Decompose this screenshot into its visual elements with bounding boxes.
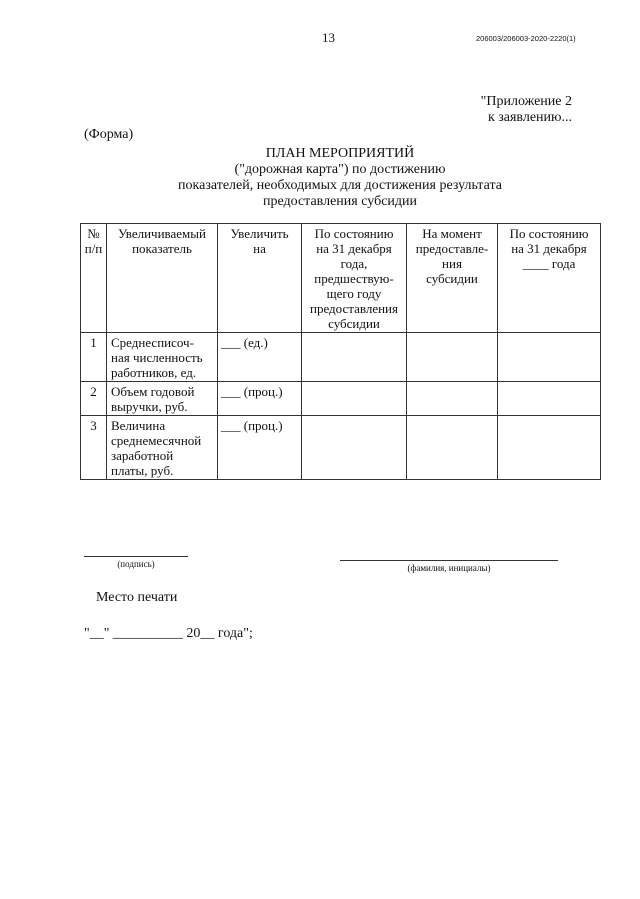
indicator-text: среднемесячной bbox=[111, 433, 202, 448]
row-number: 3 bbox=[81, 416, 107, 480]
form-label: (Форма) bbox=[84, 127, 134, 142]
header-number bbox=[81, 224, 107, 333]
header-indicator bbox=[107, 224, 218, 333]
header-text: На момент bbox=[422, 226, 482, 241]
header-text: п/п bbox=[84, 241, 103, 256]
cell-year-end bbox=[498, 416, 601, 480]
signature-caption: (подпись) bbox=[117, 559, 155, 569]
document-id: 206003/206003-2020-2220(1) bbox=[476, 34, 576, 43]
header-text: показатель bbox=[132, 241, 192, 256]
indicator-text: работников, ед. bbox=[111, 365, 197, 380]
cell-moment bbox=[407, 416, 498, 480]
header-text: субсидии bbox=[426, 271, 478, 286]
header-text: на 31 декабря bbox=[316, 241, 392, 256]
table-row bbox=[81, 382, 601, 416]
row-indicator bbox=[107, 416, 218, 480]
header-text: на bbox=[253, 241, 266, 256]
indicator-text: выручки, руб. bbox=[111, 399, 188, 414]
header-text: По состоянию bbox=[509, 226, 589, 241]
title-line-4: предоставления субсидии bbox=[262, 194, 418, 209]
cell-moment bbox=[407, 382, 498, 416]
header-increase bbox=[218, 224, 302, 333]
row-number: 1 bbox=[81, 333, 107, 382]
indicator-text: Объем годовой bbox=[111, 384, 195, 399]
table-header-row bbox=[81, 224, 601, 333]
plan-table bbox=[80, 223, 601, 480]
name-line bbox=[340, 560, 558, 561]
title-line-3: показателей, необходимых для достижения результата bbox=[178, 178, 502, 193]
header-text: года, bbox=[340, 256, 368, 271]
appendix-note bbox=[481, 94, 572, 126]
appendix-line-1: "Приложение 2 bbox=[480, 94, 572, 109]
header-moment bbox=[407, 224, 498, 333]
table-row bbox=[81, 333, 601, 382]
header-previous-year bbox=[302, 224, 407, 333]
header-text: на 31 декабря bbox=[511, 241, 587, 256]
row-number: 2 bbox=[81, 382, 107, 416]
header-text: ния bbox=[442, 256, 462, 271]
row-indicator bbox=[107, 382, 218, 416]
row-increase: ___ (ед.) bbox=[218, 333, 302, 382]
cell-previous-year bbox=[302, 382, 407, 416]
cell-year-end bbox=[498, 333, 601, 382]
row-indicator bbox=[107, 333, 218, 382]
date-line: "__" __________ 20__ года"; bbox=[84, 626, 253, 641]
header-text: Увеличить bbox=[230, 226, 289, 241]
title-line-2: ("дорожная карта") по достижению bbox=[234, 162, 446, 177]
page-number: 13 bbox=[322, 30, 335, 45]
name-caption: (фамилия, инициалы) bbox=[407, 563, 491, 573]
cell-year-end bbox=[498, 382, 601, 416]
title-line-1: ПЛАН МЕРОПРИЯТИЙ bbox=[265, 146, 415, 161]
appendix-line-2: к заявлению... bbox=[487, 110, 572, 125]
header-text: Увеличиваемый bbox=[118, 226, 206, 241]
cell-moment bbox=[407, 333, 498, 382]
indicator-text: ная численность bbox=[111, 350, 203, 365]
header-text: ____ года bbox=[522, 256, 576, 271]
stamp-place-label: Место печати bbox=[96, 590, 178, 605]
header-year-end bbox=[498, 224, 601, 333]
indicator-text: Величина bbox=[111, 418, 166, 433]
cell-previous-year bbox=[302, 333, 407, 382]
header-text: предоставле- bbox=[415, 241, 489, 256]
indicator-text: Среднесписоч- bbox=[111, 335, 194, 350]
signature-line bbox=[84, 556, 188, 557]
header-text: По состоянию bbox=[314, 226, 394, 241]
header-text: щего году bbox=[326, 286, 382, 301]
header-text: предшествую- bbox=[314, 271, 394, 286]
cell-previous-year bbox=[302, 416, 407, 480]
indicator-text: заработной bbox=[111, 448, 174, 463]
header-text: № bbox=[87, 226, 100, 241]
row-increase: ___ (проц.) bbox=[218, 416, 302, 480]
header-text: субсидии bbox=[328, 316, 380, 331]
table-row bbox=[81, 416, 601, 480]
indicator-text: платы, руб. bbox=[111, 463, 174, 478]
header-text: предоставления bbox=[310, 301, 398, 316]
document-title bbox=[80, 146, 600, 210]
row-increase: ___ (проц.) bbox=[218, 382, 302, 416]
